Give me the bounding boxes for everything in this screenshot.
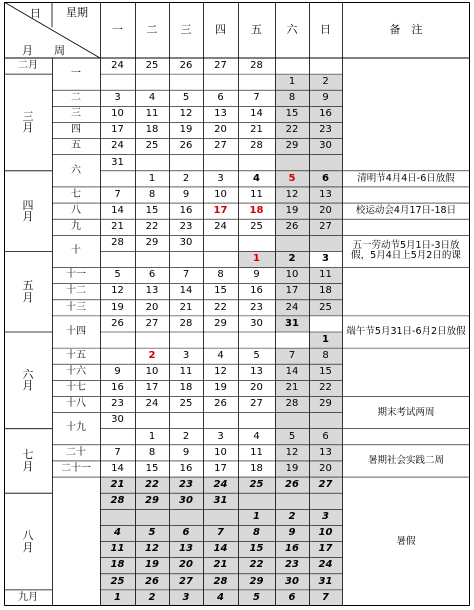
week-label: 十三 [66,301,86,313]
day-cell: 24 [214,220,227,232]
day-cell: 2 [309,74,342,90]
weekday-header: 六 [286,23,298,37]
day-cell: 7 [253,92,260,104]
day-cell: 28 [100,493,135,509]
week-label: 一 [71,67,81,79]
day-cell: 12 [179,108,193,120]
day-cell: 23 [169,477,203,493]
day-cell: 15 [275,106,309,122]
day-cell: 2 [182,430,190,442]
day-cell: 16 [111,382,124,394]
day-cell: 17 [111,124,124,136]
day-cell: 19 [214,382,227,394]
day-cell: 4 [203,590,238,606]
day-cell: 11 [250,188,263,200]
header-zhou: 周 [54,44,65,57]
day-cell: 30 [275,574,309,590]
day-cell: 27 [145,317,159,329]
remark-cell: 暑期社会实践二周 [367,454,444,466]
week-label: 三 [71,108,81,120]
day-cell: 23 [179,220,193,232]
day-cell: 8 [309,348,342,364]
day-cell: 19 [275,203,309,219]
day-cell: 30 [250,317,263,329]
day-cell: 2 [275,509,309,525]
remark-cell: 期末考试两周 [377,406,435,418]
day-cell: 4 [253,172,260,184]
day-cell: 1 [100,590,135,606]
day-cell: 24 [203,477,238,493]
day-cell: 5 [275,171,309,187]
day-cell: 29 [145,237,159,249]
day-cell: 29 [214,317,227,329]
day-cell: 27 [214,140,227,152]
week-label: 十一 [66,269,86,281]
day-cell: 31 [203,493,238,509]
day-cell: 5 [275,429,309,445]
day-cell: 24 [111,140,124,152]
day-cell: 1 [238,509,275,525]
day-cell: 26 [275,219,309,235]
week-label: 十六 [66,366,86,378]
day-cell: 20 [309,461,342,477]
day-cell: 3 [322,253,329,265]
day-cell: 28 [250,140,263,152]
day-cell: 13 [250,366,263,378]
day-cell: 21 [275,380,309,396]
day-cell: 18 [309,284,342,300]
weekday-header: 三 [180,23,192,37]
day-cell: 1 [148,172,156,184]
day-cell: 14 [203,542,238,558]
day-cell: 27 [169,574,203,590]
day-cell: 21 [203,558,238,574]
day-cell: 5 [135,525,169,541]
day-cell: 7 [309,590,342,606]
day-cell: 9 [309,90,342,106]
day-cell: 17 [214,462,227,474]
header-ri: 日 [30,7,41,20]
day-cell: 22 [238,558,275,574]
day-cell: 26 [214,398,227,410]
day-cell: 4 [253,430,260,442]
week-label: 十 [71,245,81,257]
day-cell: 22 [135,477,169,493]
day-cell: 24 [275,300,309,316]
table-grid-lines [4,2,470,606]
week-label: 二十 [66,446,86,458]
day-cell: 25 [250,220,263,232]
day-cell: 6 [169,525,203,541]
day-cell: 30 [179,237,193,249]
remark-cell: 校运动会4月17日-18日 [355,205,457,217]
day-cell: 3 [182,349,190,361]
day-cell: 24 [111,59,124,71]
day-cell: 13 [214,108,227,120]
day-cell: 19 [275,461,309,477]
day-cell: 18 [100,558,135,574]
week-label: 十八 [66,398,86,410]
day-cell: 26 [275,477,309,493]
day-cell: 16 [179,204,193,216]
day-cell: 28 [111,237,124,249]
month-label: 五 月 [22,279,34,304]
day-cell: 17 [213,204,228,216]
day-cell: 20 [309,203,342,219]
day-cell: 3 [217,430,224,442]
day-cell: 26 [135,574,169,590]
day-cell: 1 [148,430,156,442]
remark-cell: 暑假 [396,535,416,547]
day-cell: 20 [169,558,203,574]
day-cell: 9 [182,188,190,200]
day-cell: 19 [135,558,169,574]
day-cell: 21 [179,301,193,313]
day-cell: 22 [145,220,159,232]
week-label: 八 [71,204,81,216]
day-cell: 10 [111,108,124,120]
day-cell: 23 [111,398,124,410]
day-cell: 25 [100,574,135,590]
week-label: 二 [71,92,81,104]
day-cell: 25 [145,59,159,71]
day-cell: 21 [250,124,263,136]
day-cell: 14 [111,204,124,216]
header-yue: 月 [22,44,33,57]
day-cell: 29 [275,139,309,155]
day-cell: 6 [275,590,309,606]
week-label: 二十一 [61,462,91,474]
day-cell: 11 [250,446,263,458]
day-cell: 25 [179,398,193,410]
remark-cell: 五一劳动节5月1日-3日放假，5月4日上5月2日的课 [351,240,461,262]
day-cell: 18 [250,462,263,474]
day-cell: 29 [238,574,275,590]
day-cell: 31 [275,316,309,332]
remarks-header: 备 注 [389,23,423,37]
day-cell: 27 [214,59,227,71]
weekday-header: 二 [146,23,158,37]
day-cell: 15 [145,462,159,474]
day-cell: 23 [250,301,263,313]
day-cell: 12 [135,542,169,558]
day-cell: 23 [309,122,342,138]
day-cell: 2 [275,251,309,267]
day-cell: 3 [309,509,342,525]
day-cell: 6 [217,92,224,104]
day-cell: 8 [275,90,309,106]
day-cell: 3 [169,590,203,606]
day-cell: 4 [217,349,224,361]
day-cell: 20 [145,301,159,313]
day-cell: 25 [238,477,275,493]
day-cell: 26 [179,140,193,152]
month-label: 三 月 [22,109,34,135]
day-cell: 12 [214,366,227,378]
day-cell: 28 [203,574,238,590]
day-cell: 24 [145,398,159,410]
day-cell: 28 [275,396,309,412]
day-cell: 7 [114,188,121,200]
day-cell: 8 [148,446,156,458]
week-label: 六 [71,164,81,176]
day-cell: 15 [214,285,227,297]
day-cell: 10 [309,525,342,541]
day-cell: 16 [179,462,193,474]
day-cell: 10 [214,446,227,458]
day-cell: 14 [111,462,124,474]
day-cell: 18 [145,124,159,136]
day-cell: 18 [179,382,193,394]
day-cell: 13 [145,285,159,297]
week-label: 十二 [66,285,86,297]
day-cell: 5 [114,269,121,281]
month-label: 九月 [18,591,38,603]
day-cell: 11 [179,366,193,378]
day-cell: 28 [179,317,193,329]
week-label: 十四 [66,325,86,337]
day-cell: 15 [309,364,342,380]
weekday-header: 一 [112,23,123,37]
day-cell: 10 [214,188,227,200]
weekday-header: 日 [320,23,331,37]
day-cell: 1 [275,74,309,90]
day-cell: 1 [309,332,342,348]
day-cell: 2 [135,590,169,606]
day-cell: 13 [169,542,203,558]
day-cell: 31 [309,574,342,590]
day-cell: 9 [182,446,190,458]
day-cell: 22 [275,122,309,138]
day-cell: 5 [253,349,260,361]
day-cell: 17 [145,382,159,394]
week-label: 四 [71,124,81,136]
day-cell: 7 [275,348,309,364]
month-label: 四 月 [22,198,34,224]
day-cell: 14 [250,108,263,120]
weekday-header: 五 [251,23,262,37]
day-cell: 21 [111,220,124,232]
day-cell: 11 [100,542,135,558]
day-cell: 30 [169,493,203,509]
day-cell: 3 [114,92,121,104]
day-cell: 1 [238,251,275,267]
day-cell: 29 [309,396,342,412]
day-cell: 9 [253,269,260,281]
day-cell: 11 [309,268,342,284]
day-cell: 16 [309,106,342,122]
day-cell: 24 [309,558,342,574]
day-cell: 10 [275,268,309,284]
day-cell: 22 [214,301,227,313]
day-cell: 11 [145,108,159,120]
day-cell: 15 [145,204,159,216]
day-cell: 3 [217,172,224,184]
day-cell: 27 [309,477,342,493]
day-cell: 27 [309,219,342,235]
day-cell: 19 [111,301,124,313]
day-cell: 22 [309,380,342,396]
day-cell: 7 [182,269,190,281]
week-label: 十九 [66,422,86,434]
week-label: 七 [71,188,81,200]
month-label: 七 月 [22,448,34,473]
day-cell: 8 [148,188,156,200]
day-cell: 18 [249,204,264,216]
day-cell: 8 [238,525,275,541]
day-cell: 9 [275,525,309,541]
day-cell: 17 [309,542,342,558]
day-cell: 5 [238,590,275,606]
remark-cell: 清明节4月4日-6日放假 [357,172,455,184]
day-cell: 13 [309,187,342,203]
day-cell: 10 [145,366,159,378]
day-cell: 17 [275,284,309,300]
day-cell: 5 [182,92,190,104]
day-cell: 6 [309,171,342,187]
day-cell: 4 [148,92,156,104]
day-cell: 30 [111,414,124,426]
day-cell: 28 [250,59,263,71]
day-cell: 14 [179,285,193,297]
day-cell: 8 [217,269,224,281]
weekday-header: 四 [215,23,226,37]
day-cell: 13 [309,445,342,461]
day-cell: 2 [148,349,156,361]
month-label: 六 月 [22,367,34,393]
week-label: 十五 [66,349,86,361]
header-xingqi: 星期 [66,6,88,19]
week-label: 五 [71,140,81,152]
day-cell: 9 [114,366,121,378]
day-cell: 7 [203,525,238,541]
day-cell: 27 [250,398,263,410]
day-cell: 20 [214,124,227,136]
day-cell: 20 [250,382,263,394]
day-cell: 25 [309,300,342,316]
day-cell: 14 [275,364,309,380]
day-cell: 26 [111,317,124,329]
month-label: 八 月 [22,528,34,554]
day-cell: 31 [111,156,124,168]
day-cell: 16 [275,542,309,558]
day-cell: 21 [100,477,135,493]
day-cell: 6 [309,429,342,445]
school-calendar-table [4,2,470,606]
day-cell: 12 [275,445,309,461]
day-cell: 23 [275,558,309,574]
day-cell: 2 [182,172,190,184]
day-cell: 16 [250,285,263,297]
day-cell: 30 [309,139,342,155]
day-cell: 12 [111,285,124,297]
remark-cell: 端午节5月31日-6月2日放假 [346,326,466,337]
month-label: 二月 [18,59,38,71]
day-cell: 4 [100,525,135,541]
day-cell: 12 [275,187,309,203]
day-cell: 25 [145,140,159,152]
day-cell: 26 [179,59,193,71]
day-cell: 6 [148,269,156,281]
week-label: 九 [71,220,81,232]
day-cell: 7 [114,446,121,458]
day-cell: 15 [238,542,275,558]
day-cell: 19 [179,124,193,136]
week-label: 十七 [66,382,86,394]
day-cell: 29 [135,493,169,509]
